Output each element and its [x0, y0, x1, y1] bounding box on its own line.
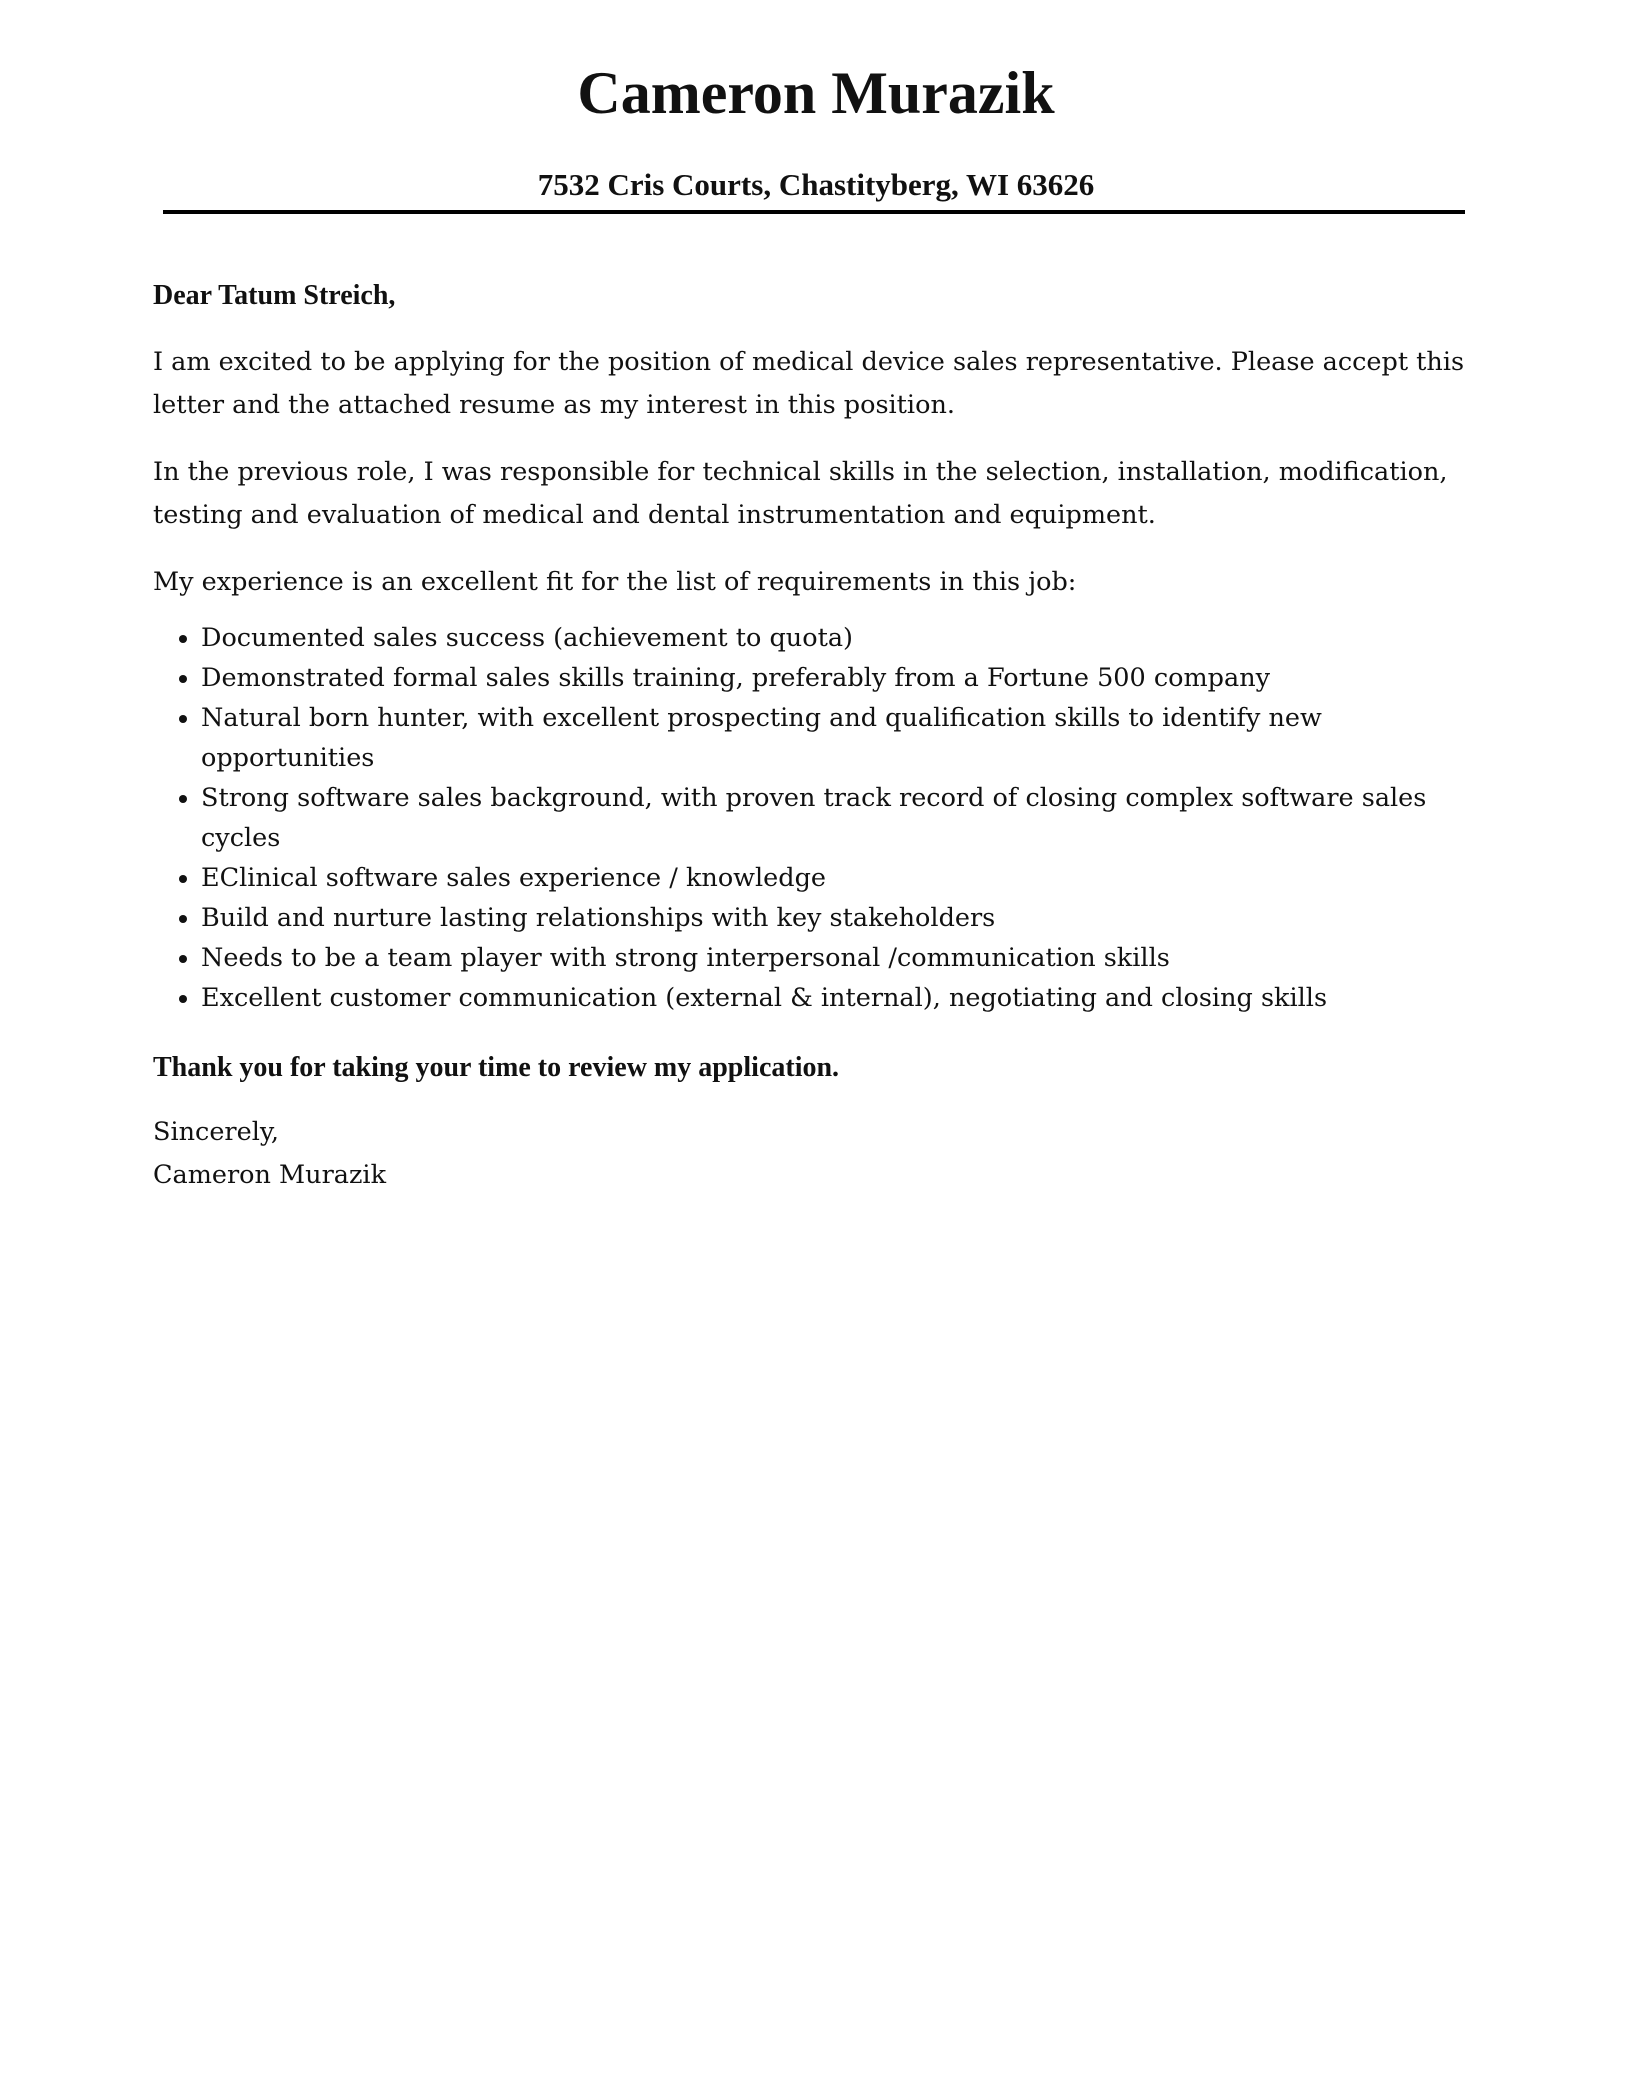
sign-off: Sincerely,: [153, 1117, 279, 1147]
list-item: • Needs to be a team player with strong interpersonal /communication skills: [201, 938, 1475, 978]
intro-paragraph: I am excited to be applying for the position of medical device sales representative. Please accept this letter and the attached resume as my interest in this position.: [153, 347, 1465, 420]
greeting: Dear Tatum Streich,: [153, 280, 396, 311]
list-item: • Documented sales success (achievement to quota): [201, 618, 1475, 658]
list-item: • Demonstrated formal sales skills training, preferably from a Fortune 500 company: [201, 658, 1475, 698]
requirements-list: [153, 618, 1475, 1018]
closing-line: Thank you for taking your time to review my application.: [153, 1052, 840, 1083]
letter-body: [153, 274, 1475, 1197]
list-item: • Natural born hunter, with excellent prospecting and qualification skills to identify new opportunities: [201, 698, 1475, 778]
requirements-intro: My experience is an excellent fit for the list of requirements in this job:: [153, 567, 1077, 597]
list-item: • Build and nurture lasting relationships with key stakeholders: [201, 898, 1475, 938]
applicant-name: Cameron Murazik: [577, 60, 1055, 126]
list-item: • Strong software sales background, with proven track record of closing complex software sales cycles: [201, 778, 1475, 858]
list-item: • Excellent customer communication (external & internal), negotiating and closing skills: [201, 978, 1475, 1018]
applicant-address: 7532 Cris Courts, Chastityberg, WI 63626: [537, 167, 1095, 202]
header-divider: [163, 210, 1465, 214]
signature-name: Cameron Murazik: [153, 1160, 387, 1190]
list-item: • EClinical software sales experience / knowledge: [201, 858, 1475, 898]
experience-paragraph: In the previous role, I was responsible for technical skills in the selection, installation, modification, testing and evaluation of medical and dental instrumentation and equipment.: [153, 457, 1448, 530]
